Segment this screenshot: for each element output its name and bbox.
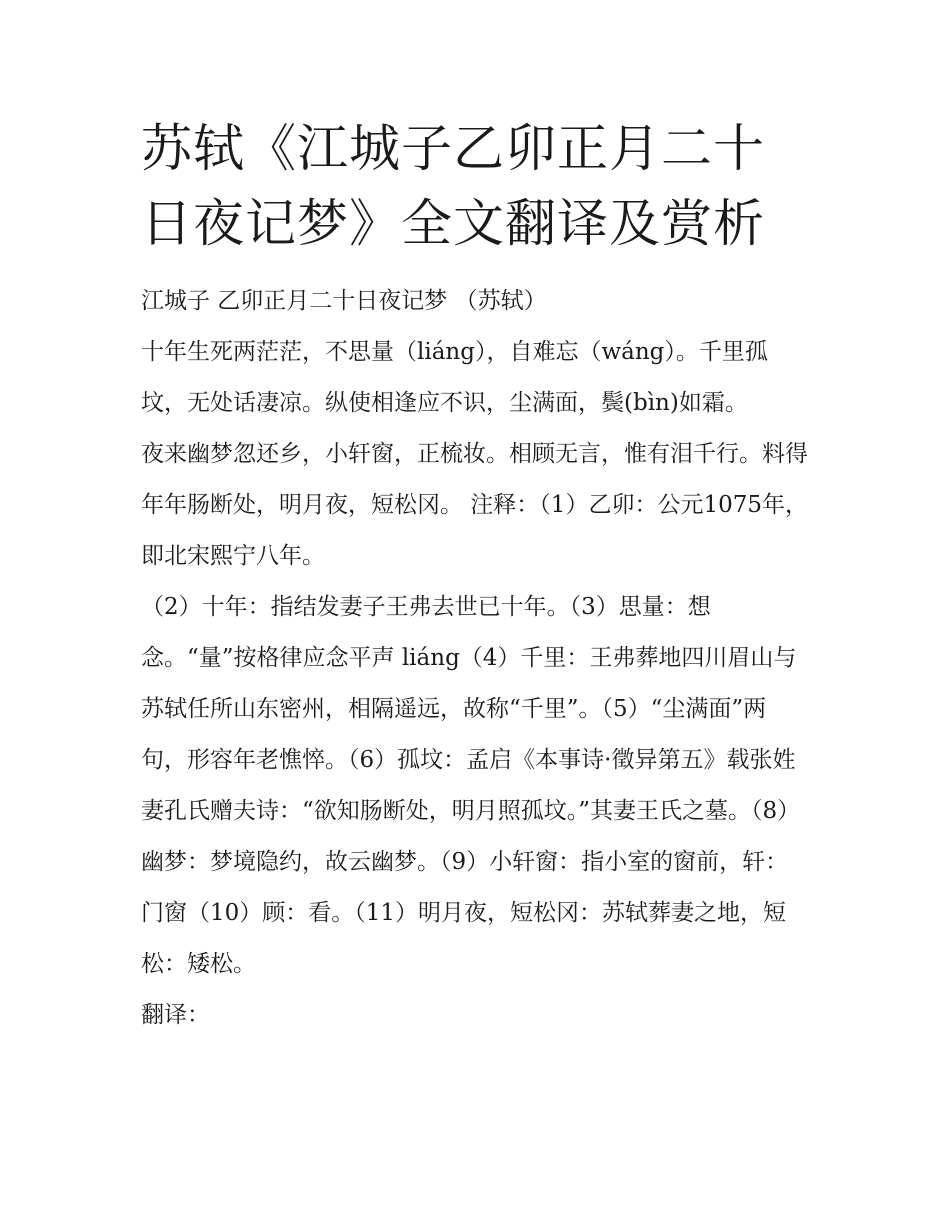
poem-heading: 江城子 乙卯正月二十日夜记梦 （苏轼） [141, 288, 547, 314]
annotations-paragraph: （2）十年：指结发妻子王弗去世已十年。（3）思量：想念。“量”按格律应念平声 liáng（4）千里：王弗葬地四川眉山与苏轼任所山东密州，相隔遥远，故称“千里”。（5）“尘满面”两句，形容年老憔悴。（6）孤坟：孟启《本事诗·徵异第五》载张姓妻孔氏赠夫诗：“欲知肠断处，明月照孤坟。”其妻王氏之墓。（8）幽梦：梦境隐约，故云幽梦。（9）小轩窗：指小室的窗前，轩：门窗（10）顾：看。（11）明月夜，短松冈：苏轼葬妻之地，短松：矮松。 [141, 594, 801, 977]
document-page [141, 112, 811, 1041]
poem-stanza-1: 十年生死两茫茫，不思量（liáng），自难忘（wáng）。千里孤坟，无处话凄凉。纵使相逢应不识，尘满面，鬓(bìn)如霜。 [141, 339, 768, 416]
poem-stanza-2-with-notes: 夜来幽梦忽还乡，小轩窗，正梳妆。相顾无言，惟有泪千行。料得年年肠断处，明月夜，短松冈。 注释：（1）乙卯：公元1075年，即北宋熙宁八年。 [141, 441, 808, 569]
translation-heading: 翻译： [141, 1002, 210, 1028]
document-title: 苏轼《江城子乙卯正月二十日夜记梦》全文翻译及赏析 [141, 120, 766, 254]
